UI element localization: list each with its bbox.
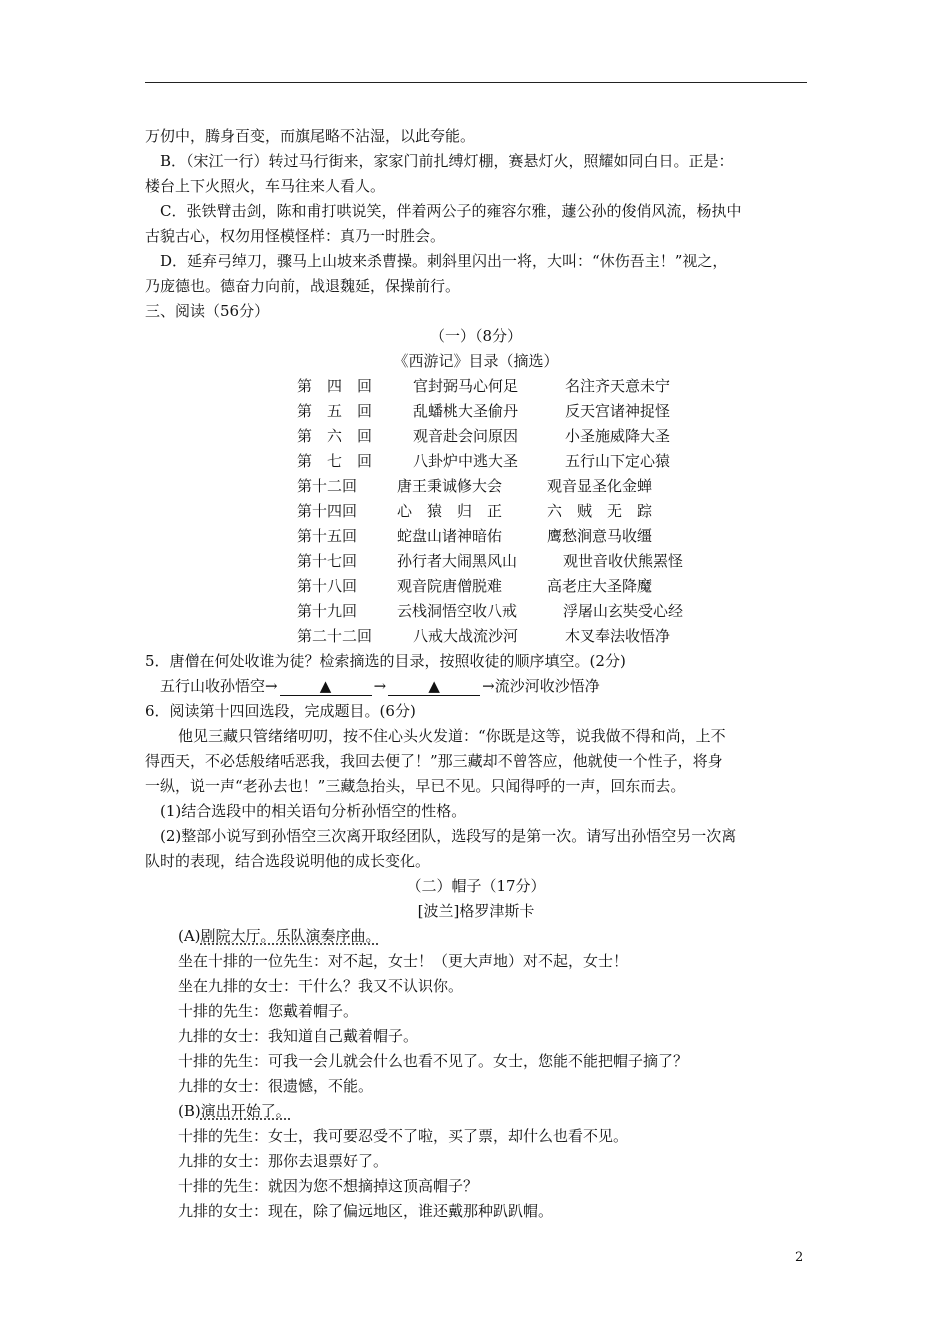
section-title: 三、阅读（56分） [145, 302, 270, 320]
fill-arrow: → [373, 677, 387, 695]
toc-line-a: 乱蟠桃大圣偷丹 [413, 402, 519, 420]
question-5: 5．唐僧在何处收谁为徒？检索摘选的目录，按照收徒的顺序填空。(2分) [145, 652, 626, 670]
toc-chapter: 第十二回 [297, 477, 358, 495]
marker-a: (A) [178, 927, 201, 945]
text-line: 古貌古心，权勿用怪模怪样：真乃一时胜会。 [145, 227, 446, 245]
toc-line-a: 八卦炉中逃大圣 [413, 452, 519, 470]
answer-blank[interactable]: ▲ [388, 677, 480, 696]
dialogue-line: 十排的先生：可我一会儿就会什么也看不见了。女士，您能不能把帽子摘了？ [178, 1052, 689, 1070]
toc-line-b: 浮屠山玄奘受心经 [563, 602, 684, 620]
text-line: 楼台上下火照火，车马往来人看人。 [145, 177, 386, 195]
dialogue-line: 九排的女士：那你去退票好了。 [178, 1152, 389, 1170]
stage-direction-b [178, 1099, 291, 1123]
toc-line-a: 观音赴会问原因 [413, 427, 519, 445]
toc-chapter: 第十五回 [297, 527, 358, 545]
toc-line-a: 孙行者大闹黑风山 [397, 552, 518, 570]
dialogue-line: 九排的女士：我知道自己戴着帽子。 [178, 1027, 419, 1045]
toc-line-b: 高老庄大圣降魔 [547, 577, 653, 595]
option-b-line: B．（宋江一行）转过马行街来，家家门前扎缚灯棚，赛悬灯火，照耀如同白日。正是： [160, 152, 734, 170]
toc-line-b: 名注齐天意未宁 [565, 377, 671, 395]
toc-chapter: 第十九回 [297, 602, 358, 620]
toc-line-a: 唐王秉诚修大会 [397, 477, 503, 495]
toc-line-b: 六 贼 无 踪 [547, 502, 653, 520]
toc-line-a: 观音院唐僧脱难 [397, 577, 503, 595]
dialogue-line: 九排的女士：现在，除了偏远地区，谁还戴那种趴趴帽。 [178, 1202, 554, 1220]
header-rule [145, 82, 807, 83]
toc-line-b: 鹰愁涧意马收缰 [547, 527, 653, 545]
dialogue-line: 十排的先生：女士，我可要忍受不了啦，买了票，却什么也看不见。 [178, 1127, 629, 1145]
toc-line-b: 反天宫诸神捉怪 [565, 402, 671, 420]
toc-line-b: 木叉奉法收悟净 [565, 627, 671, 645]
toc-chapter: 第 六 回 [297, 427, 373, 445]
dialogue-line: 九排的女士：很遗憾，不能。 [178, 1077, 374, 1095]
stage-text-a: 剧院大厅。乐队演奏序曲。 [200, 927, 381, 945]
part-title: （二）帽子（17分） [406, 877, 546, 895]
toc-line-a: 蛇盘山诸神暗佑 [397, 527, 503, 545]
answer-blank[interactable]: ▲ [280, 677, 372, 696]
toc-chapter: 第二十二回 [297, 627, 373, 645]
question-6-2-cont: 队时的表现，结合选段说明他的成长变化。 [145, 852, 431, 870]
toc-line-b: 观音显圣化金蝉 [547, 477, 653, 495]
option-d-line: D．延弃弓绰刀，骤马上山坡来杀曹操。刺斜里闪出一将，大叫：“休伤吾主！”视之， [160, 252, 728, 270]
passage-line: 一纵，说一声“老孙去也！”三藏急抬头，早已不见。只闻得呼的一声，回东而去。 [145, 777, 686, 795]
toc-line-b: 小圣施威降大圣 [565, 427, 671, 445]
toc-line-a: 云栈洞悟空收八戒 [397, 602, 518, 620]
toc-title: 《西游记》目录（摘选） [393, 352, 559, 370]
passage-line: 他见三藏只管绪绪叨叨，按不住心头火发道：“你既是这等，说我做不得和尚，上不 [178, 727, 726, 745]
toc-line-b: 观世音收伏熊罴怪 [563, 552, 684, 570]
question-6-2: (2)整部小说写到孙悟空三次离开取经团队，选段写的是第一次。请写出孙悟空另一次离 [160, 827, 737, 845]
dialogue-line: 十排的先生：就因为您不想摘掉这顶高帽子？ [178, 1177, 479, 1195]
text-line: 乃庞德也。德奋力向前，战退魏延，保操前行。 [145, 277, 461, 295]
dialogue-line: 坐在九排的女士：干什么？我又不认识你。 [178, 977, 464, 995]
toc-line-a: 官封弼马心何足 [413, 377, 519, 395]
toc-chapter: 第十八回 [297, 577, 358, 595]
text-line: 万仞中，腾身百变，而旗尾略不沾湿，以此夸能。 [145, 127, 476, 145]
part-title: （一）（8分） [429, 327, 523, 345]
question-6-1: (1)结合选段中的相关语句分析孙悟空的性格。 [160, 802, 467, 820]
toc-line-a: 心 猿 归 正 [397, 502, 503, 520]
toc-chapter: 第 四 回 [297, 377, 373, 395]
dialogue-line: 十排的先生：您戴着帽子。 [178, 1002, 359, 1020]
question-5-fill [160, 674, 600, 698]
passage-line: 得西天，不必恁般绪咶恶我，我回去便了！”那三藏却不曾答应，他就使一个性子，将身 [145, 752, 723, 770]
toc-chapter: 第 七 回 [297, 452, 373, 470]
toc-line-b: 五行山下定心猿 [565, 452, 671, 470]
stage-direction-a [178, 924, 381, 948]
toc-chapter: 第十七回 [297, 552, 358, 570]
toc-chapter: 第十四回 [297, 502, 358, 520]
toc-line-a: 八戒大战流沙河 [413, 627, 519, 645]
marker-b: (B) [178, 1102, 201, 1120]
page-number: 2 [795, 1250, 804, 1265]
toc-chapter: 第 五 回 [297, 402, 373, 420]
stage-text-b: 演出开始了。 [200, 1102, 291, 1120]
question-6: 6．阅读第十四回选段，完成题目。(6分) [145, 702, 416, 720]
option-c-line: C．张铁臂击剑，陈和甫打哄说笑，伴着两公子的雍容尔雅，蘧公孙的俊俏风流，杨执中 [160, 202, 742, 220]
author-line: [波兰]格罗津斯卡 [417, 902, 535, 920]
fill-end: →流沙河收沙悟净 [482, 677, 600, 695]
fill-start: 五行山收孙悟空→ [160, 677, 278, 695]
dialogue-line: 坐在十排的一位先生：对不起，女士！（更大声地）对不起，女士！ [178, 952, 629, 970]
